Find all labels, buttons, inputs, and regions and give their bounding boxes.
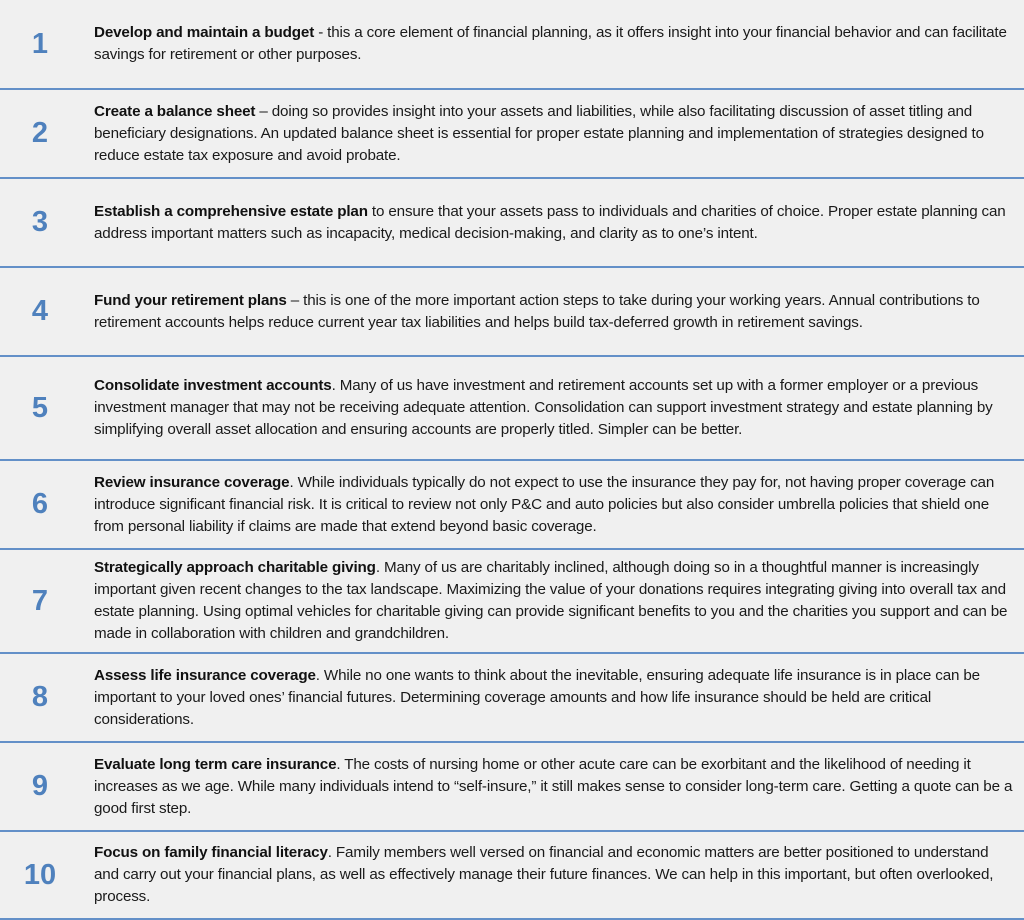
step-number: 4 (31, 295, 49, 327)
list-item (0, 357, 1024, 461)
step-text: . Many of us are charitably inclined, although doing so in a thoughtful manner is increasingly important given recent changes to the tax landscape. Maximizing the value of your donations requires integrating giving into overall tax and estate planning. Using optimal vehicles for charitable giving can provide significant benefits to you and the charities you support and can be made in collaboration with children and grandchildren. (94, 559, 1008, 642)
step-description (80, 665, 1024, 731)
list-item (0, 743, 1024, 832)
step-text: . The costs of nursing home or other acute care can be exorbitant and the likelihood of needing it increases as we age. While many individuals intend to “self-insure,” it still makes sense to consider long-term care. Getting a quote can be a good first step. (94, 755, 1013, 817)
step-text: - this a core element of financial planning, as it offers insight into your financial behavior and can facilitate savings for retirement or other purposes. (94, 24, 1007, 63)
step-title: Create a balance sheet (94, 102, 256, 120)
step-title: Evaluate long term care insurance (94, 755, 337, 773)
step-title: Consolidate investment accounts (94, 377, 332, 394)
step-description (80, 472, 1024, 538)
step-description (80, 375, 1024, 441)
list-item (0, 654, 1024, 743)
step-description (80, 754, 1024, 820)
step-text: to ensure that your assets pass to individuals and charities of choice. Proper estate planning can address important matters such as incapacity, medical decision-making, and clarity as to one’s intent. (94, 202, 1006, 242)
step-title: Assess life insurance coverage (94, 666, 316, 684)
step-number: 9 (31, 770, 49, 802)
step-description (80, 22, 1024, 66)
step-title: Develop and maintain a budget (94, 24, 315, 41)
step-number: 3 (31, 206, 49, 238)
step-number: 5 (31, 391, 49, 424)
list-item (0, 268, 1024, 357)
step-number: 10 (23, 858, 57, 891)
step-description (80, 101, 1024, 167)
step-description (80, 842, 1024, 908)
step-number: 7 (31, 584, 49, 617)
step-number: 6 (31, 488, 49, 520)
step-text: – doing so provides insight into your assets and liabilities, while also facilitating discussion of asset titling and beneficiary designations. An updated balance sheet is essential for proper estate planning and implementation of strategies designed to reduce estate tax exposure and avoid probate. (94, 102, 984, 164)
list-item (0, 90, 1024, 179)
list-item (0, 461, 1024, 550)
step-description (80, 557, 1024, 645)
step-title: Strategically approach charitable giving (94, 559, 376, 576)
step-number: 1 (31, 27, 49, 60)
list-item (0, 832, 1024, 920)
step-text: . While individuals typically do not expect to use the insurance they pay for, not having proper coverage can introduce significant financial risk. It is critical to review not only P&C and auto policies but also consider umbrella policies that shield one from personal liability if claims are made that extend beyond basic coverage. (94, 473, 995, 535)
step-text: – this is one of the more important action steps to take during your working years. Annual contributions to retirement accounts helps reduce current year tax liabilities and helps build tax-deferred growth in retirement savings. (94, 291, 980, 331)
step-title: Review insurance coverage (94, 473, 290, 491)
list-item (0, 179, 1024, 268)
step-title: Establish a comprehensive estate plan (94, 202, 368, 220)
step-text: . Many of us have investment and retirement accounts set up with a former employer or a previous investment manager that may not be receiving adequate attention. Consolidation can support investment strategy and estate planning by simplifying overall asset allocation and ensuring accounts are properly titled. Simpler can be better. (94, 377, 993, 438)
step-text: . Family members well versed on financial and economic matters are better positioned to understand and carry out your financial plans, as well as effectively manage their future finances. We can help in this important, but often overlooked, process. (94, 844, 994, 905)
step-description (80, 201, 1024, 245)
step-text: . While no one wants to think about the inevitable, ensuring adequate life insurance is in place can be important to your loved ones’ financial futures. Determining coverage amounts and how life insurance should be held are critical considerations. (94, 666, 980, 728)
step-number: 8 (31, 681, 49, 713)
list-item (0, 0, 1024, 90)
step-description (80, 290, 1024, 334)
step-number: 2 (31, 117, 49, 149)
step-title: Focus on family financial literacy (94, 844, 328, 861)
list-item (0, 550, 1024, 654)
step-title: Fund your retirement plans (94, 291, 287, 309)
